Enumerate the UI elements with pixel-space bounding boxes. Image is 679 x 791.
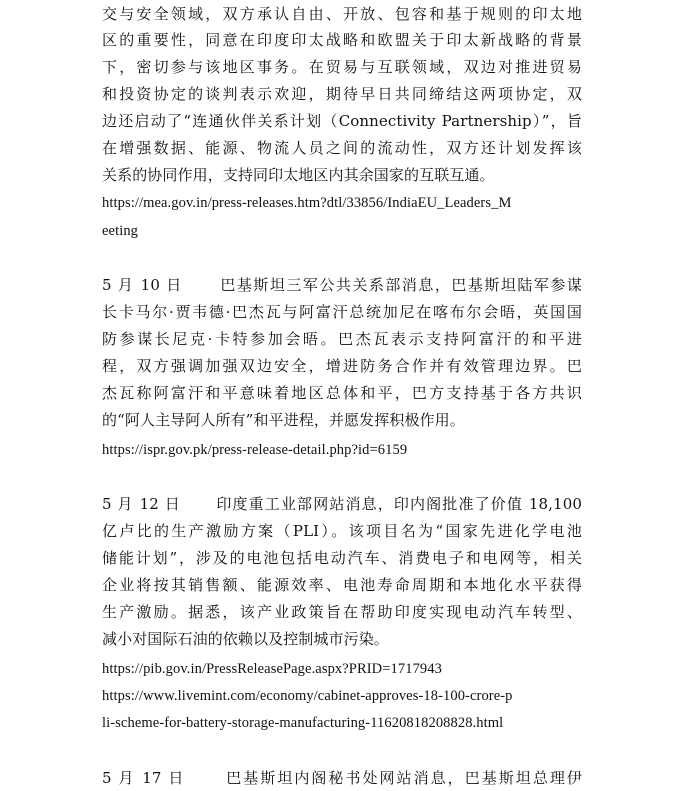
entry-1-line-6: 在增强数据、能源、物流人员之间的流动性，双方还计划发挥该 xyxy=(102,139,582,157)
entry-1-source-link[interactable]: https://mea.gov.in/press-releases.htm?dtl/33856/IndiaEU_Leaders_M xyxy=(102,195,512,211)
entry-4-line-1: 5 月 17 日 巴基斯坦内阁秘书处网站消息，巴基斯坦总理伊 xyxy=(102,769,582,787)
entry-1-source-link-cont[interactable]: eeting xyxy=(102,223,139,239)
entry-1-line-3: 下，密切参与该地区事务。在贸易与互联领域，双边对推进贸易 xyxy=(102,58,582,76)
entry-3-source-link-1[interactable]: https://pib.gov.in/PressReleasePage.aspx?PRID=1717943 xyxy=(102,661,442,677)
entry-2-line-1: 5 月 10 日 巴基斯坦三军公共关系部消息，巴基斯坦陆军参谋 xyxy=(102,276,582,294)
entry-3-line-4: 企业将按其销售额、能源效率、电池寿命周期和本地化水平获得 xyxy=(102,576,582,594)
entry-3-line-1: 5 月 12 日 印度重工业部网站消息，印内阁批准了价值 18,100 xyxy=(102,495,582,513)
entry-1-line-5: 边还启动了“连通伙伴关系计划（Connectivity Partnership）”，旨 xyxy=(102,112,582,130)
entry-1-line-4: 和投资协定的谈判表示欢迎，期待早日共同缔结这两项协定，双 xyxy=(102,85,582,103)
entry-2-line-5: 杰瓦称阿富汗和平意味着地区总体和平，巴方支持基于各方共识 xyxy=(102,384,582,402)
entry-2-line-4: 程，双方强调加强双边安全，增进防务合作并有效管理边界。巴 xyxy=(102,357,582,375)
entry-3-line-2: 亿卢比的生产激励方案（PLI）。该项目名为“国家先进化学电池 xyxy=(102,522,582,540)
entry-2-line-6: 的“阿人主导阿人所有”和平进程，并愿发挥积极作用。 xyxy=(102,411,465,429)
entry-1-line-1: 交与安全领域，双方承认自由、开放、包容和基于规则的印太地 xyxy=(102,5,582,23)
entry-1-line-7: 关系的协同作用，支持同印太地区内其余国家的互联互通。 xyxy=(102,166,495,184)
entry-2-line-2: 长卡马尔·贾韦德·巴杰瓦与阿富汗总统加尼在喀布尔会晤，英国国 xyxy=(102,303,582,321)
entry-3-line-6: 减小对国际石油的依赖以及控制城市污染。 xyxy=(102,630,389,648)
entry-2-line-3: 防参谋长尼克·卡特参加会晤。巴杰瓦表示支持阿富汗的和平进 xyxy=(102,330,582,348)
entry-3-line-3: 储能计划”，涉及的电池包括电动汽车、消费电子和电网等，相关 xyxy=(102,549,582,567)
entry-1-line-2: 区的重要性，同意在印度印太战略和欧盟关于印太新战略的背景 xyxy=(102,31,582,49)
entry-3-source-link-2[interactable]: https://www.livemint.com/economy/cabinet-approves-18-100-crore-p xyxy=(102,688,513,704)
entry-2-source-link[interactable]: https://ispr.gov.pk/press-release-detail.php?id=6159 xyxy=(102,442,408,458)
entry-3-source-link-2-cont[interactable]: li-scheme-for-battery-storage-manufacturing-11620818208828.html xyxy=(102,715,504,731)
entry-3-line-5: 生产激励。据悉，该产业政策旨在帮助印度实现电动汽车转型、 xyxy=(102,603,582,621)
